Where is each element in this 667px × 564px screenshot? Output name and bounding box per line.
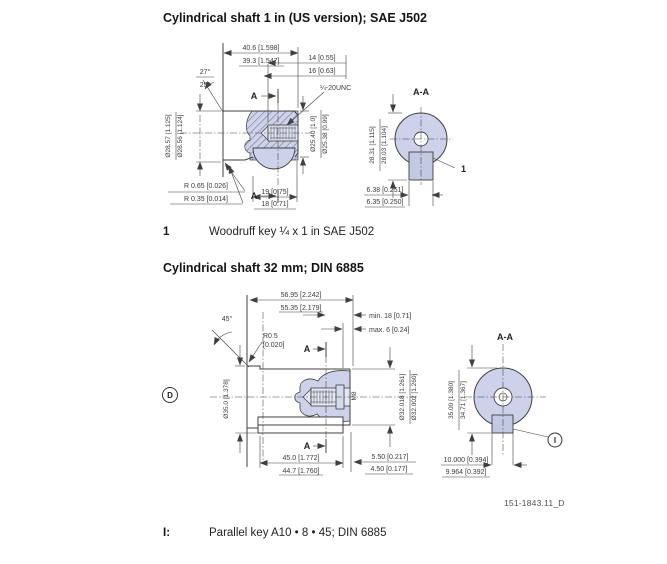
dim-keyway-length	[260, 436, 343, 475]
callout-i-text: I	[553, 436, 557, 445]
dim-key-width-upper: 6.38 [0.251]	[366, 187, 404, 194]
dim-shaft-length	[224, 45, 298, 108]
dim-chamfer-angle	[212, 315, 249, 367]
dim-key-height-upper: 28.31 [1.115]	[369, 126, 376, 164]
dim-min-depth-text: min. 18 [0.71]	[369, 313, 412, 320]
dim-angle-upper: 27°	[199, 69, 211, 76]
dim-radius-lower: R 0.35 [0.014]	[184, 196, 228, 203]
dim-pilot-dia-text: Ø35.0 [1.378]	[223, 379, 230, 419]
dim-angle-lower: 25°	[199, 82, 211, 89]
dim-fillet-radius	[168, 163, 245, 204]
dim-hub-dia-upper: Ø28.57 [1.125]	[165, 114, 172, 158]
dim-key-width-upper: 10.000 [0.394]	[443, 457, 489, 464]
dim-max-depth	[321, 323, 410, 368]
keyway-slot	[492, 415, 513, 433]
dim-key-height-lower: 28.03 [1.104]	[381, 126, 388, 164]
dim-shaft-dia-upper: Ø32.018 [1.261]	[399, 373, 406, 421]
dim-thread-depth-upper: 14 [0.55]	[308, 55, 336, 62]
drawing-shaft-din-6885	[150, 282, 620, 502]
dim-corner-radius	[249, 333, 284, 362]
dim-max-depth-text: max. 6 [0.24]	[369, 327, 410, 334]
dim-shaft-diameter	[300, 96, 329, 174]
dim-min-depth	[303, 313, 411, 320]
dim-key-end-lower: 4.50 [0.177]	[370, 466, 408, 473]
dim-key-end	[351, 432, 416, 474]
thread-label: ¼-20UNC	[320, 85, 352, 92]
woodruff-key-profile	[253, 148, 295, 169]
note2-text: Parallel key A10 • 8 • 45; DIN 6885	[209, 527, 387, 539]
dim-keyway-len-lower: 44.7 [1.760]	[282, 468, 320, 475]
dim-hub-diameter	[165, 94, 221, 176]
dim-thread-depth-lower: 16 [0.63]	[308, 68, 336, 75]
note1-ref: 1	[163, 226, 170, 238]
dim-angle-text: 45°	[221, 316, 233, 323]
cut-label-bottom: A	[303, 441, 311, 451]
dim-length-lower: 55.35 [2.179]	[280, 305, 322, 312]
section1-title: Cylindrical shaft 1 in (US version); SAE J502	[163, 11, 427, 25]
dim-shaft-dia-lower: Ø32.002 [1.260]	[411, 373, 418, 421]
section-view-aa	[364, 87, 466, 207]
dim-shaft-dia-upper: Ø25.40 [1.0]	[310, 116, 317, 152]
cut-label-bottom: A	[250, 191, 258, 201]
cut-label-top: A	[303, 344, 311, 354]
dim-shaft-length-lower: 39.3 [1.547]	[242, 58, 280, 65]
view-label-d-text: D	[167, 391, 173, 400]
note2-ref: I:	[163, 527, 171, 539]
dim-key-loc-upper: 19 [0.75]	[261, 189, 289, 196]
dim-key-loc-lower: 18 [0.71]	[261, 201, 289, 208]
drawing-shaft-sae-j502	[150, 35, 510, 225]
callout-1: 1	[461, 164, 467, 174]
dim-key-height-upper: 35.00 [1.380]	[448, 381, 455, 419]
document-number: 151-1843.11_D	[504, 498, 565, 508]
dim-hub-dia-lower: Ø28.56 [1.124]	[177, 114, 184, 158]
note1-text: Woodruff key ¼ x 1 in SAE J502	[209, 226, 375, 238]
view-label-d	[163, 388, 178, 403]
dim-key-height-lower: 34.71 [1.367]	[460, 381, 467, 419]
section2-title: Cylindrical shaft 32 mm; DIN 6885	[163, 261, 364, 275]
section-label: A-A	[497, 332, 513, 342]
dim-length-upper: 56.95 [2.242]	[280, 292, 322, 299]
dim-r05-upper: R0.5	[263, 333, 278, 340]
tapped-hole	[261, 125, 298, 141]
section-label: A-A	[413, 87, 429, 97]
dim-pilot-diameter	[223, 345, 257, 453]
dim-radius-upper: R 0.65 [0.026]	[184, 183, 228, 190]
dim-key-end-upper: 5.50 [0.217]	[371, 454, 409, 461]
dim-key-width-lower: 6.35 [0.250]	[366, 199, 404, 206]
dim-shaft-length-upper: 40.6 [1.598]	[242, 45, 280, 52]
dim-key-width-lower: 9.964 [0.392]	[445, 469, 487, 476]
dim-shaft-dia-lower: Ø25.38 [0.99]	[322, 114, 329, 154]
section-view-aa	[441, 332, 562, 477]
thread-label: M8	[351, 391, 358, 401]
cut-label-top: A	[250, 91, 258, 101]
dim-r05-lower: [0.020]	[263, 342, 285, 349]
dim-keyway-len-upper: 45.0 [1.772]	[282, 455, 320, 462]
